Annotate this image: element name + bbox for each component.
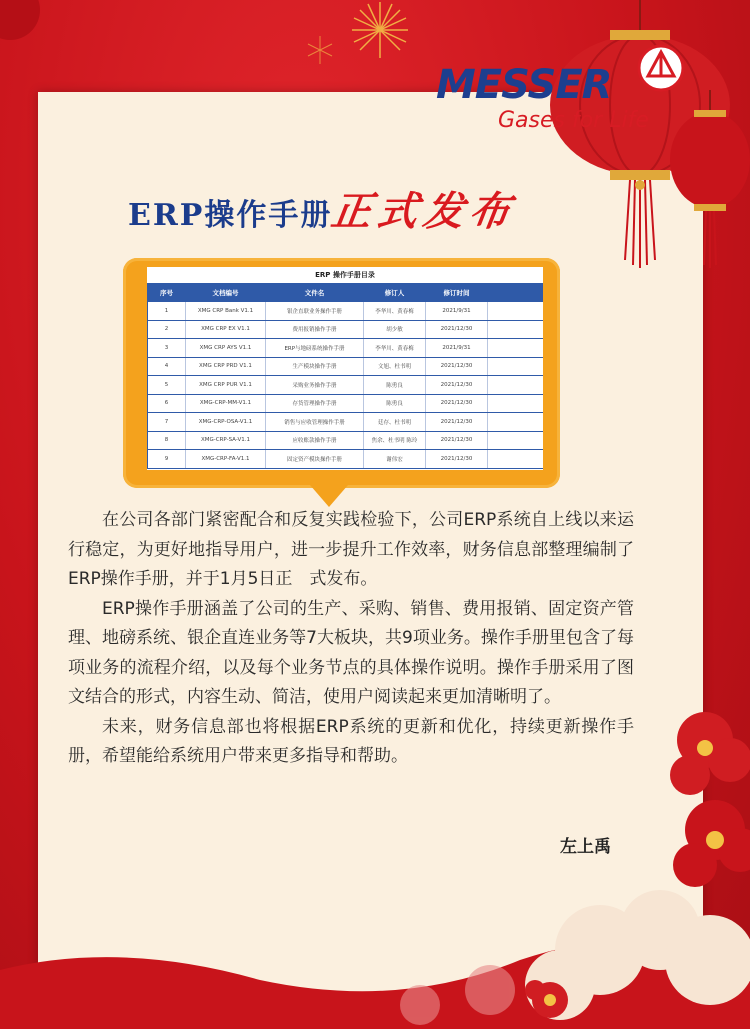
- table-cell: 廷存、杜书明: [364, 413, 426, 432]
- table-cell: [488, 431, 544, 450]
- messer-emblem-icon: [636, 40, 686, 100]
- table-row: [148, 376, 544, 395]
- catalog-table: [147, 267, 543, 470]
- col-header: 文件名: [266, 284, 364, 302]
- col-header: 文档编号: [186, 284, 266, 302]
- table-cell: 6: [148, 394, 186, 413]
- brand-tagline: Gases for Life: [498, 108, 649, 133]
- corner-decoration: [0, 0, 60, 60]
- table-cell: 销售与应收管理操作手册: [266, 413, 364, 432]
- table-row: [148, 394, 544, 413]
- table-row: [148, 450, 544, 469]
- table-cell: 2021/12/30: [426, 376, 488, 395]
- table-cell: 2021/9/31: [426, 302, 488, 321]
- table-cell: 2021/12/30: [426, 431, 488, 450]
- table-row: [148, 413, 544, 432]
- paragraph: ERP操作手册涵盖了公司的生产、采购、销售、费用报销、固定资产管理、地磅系统、银企直连业务等7大板块，共9项业务。操作手册里包含了每项业务的流程介绍，以及每个业务节点的具体操作说明。操作手册采用了图文结合的形式，内容生动、简洁，使用户阅读起来更加清晰明了。: [68, 598, 634, 707]
- table-cell: 4: [148, 357, 186, 376]
- table-cell: [488, 339, 544, 358]
- paragraph: 未来，财务信息部也将根据ERP系统的更新和优化，持续更新操作手册，希望能给系统用户带来更多指导和帮助。: [68, 716, 634, 766]
- table-cell: 银企直联业务操作手册: [266, 302, 364, 321]
- table-cell: XMG-CRP-OSA-V1.1: [186, 413, 266, 432]
- table-cell: 2021/12/30: [426, 413, 488, 432]
- flower-decoration-icon: [660, 700, 750, 900]
- table-cell: 3: [148, 339, 186, 358]
- table-cell: [488, 302, 544, 321]
- table-cell: 陈勇良: [364, 394, 426, 413]
- table-cell: 费用报销操作手册: [266, 320, 364, 339]
- table-cell: [488, 320, 544, 339]
- table-cell: [488, 357, 544, 376]
- table-cell: XMG-CRP-SA-V1.1: [186, 431, 266, 450]
- table-row: [148, 339, 544, 358]
- article-body: [68, 506, 634, 772]
- table-cell: 7: [148, 413, 186, 432]
- table-cell: 2: [148, 320, 186, 339]
- table-cell: 文旭、杜书明: [364, 357, 426, 376]
- table-cell: [488, 413, 544, 432]
- table-cell: 2021/12/30: [426, 450, 488, 469]
- frame-notch: [310, 485, 348, 507]
- table-cell: 陈勇良: [364, 376, 426, 395]
- table-cell: XMG CRP EX V1.1: [186, 320, 266, 339]
- table-cell: XMG CRP Bank V1.1: [186, 302, 266, 321]
- table-cell: 胡少敏: [364, 320, 426, 339]
- table-cell: [488, 450, 544, 469]
- table-cell: 李华川、黄春梅: [364, 339, 426, 358]
- table-cell: XMG CRP PRD V1.1: [186, 357, 266, 376]
- table-row: [148, 357, 544, 376]
- col-header: [488, 284, 544, 302]
- table-cell: [488, 394, 544, 413]
- table-cell: 李华川、黄春梅: [364, 302, 426, 321]
- catalog-title: ERP 操作手册目录: [315, 271, 375, 279]
- table-cell: 1: [148, 302, 186, 321]
- table-cell: 采购业务操作手册: [266, 376, 364, 395]
- table-cell: 2021/12/30: [426, 320, 488, 339]
- table-cell: 固定资产模块操作手册: [266, 450, 364, 469]
- author-name: 左上禹: [560, 837, 611, 857]
- title-main: ERP操作手册: [128, 198, 333, 233]
- table-cell: 应收账款操作手册: [266, 431, 364, 450]
- brand-name: MESSER: [436, 62, 612, 108]
- catalog-grid: [147, 283, 543, 469]
- table-cell: 9: [148, 450, 186, 469]
- table-cell: XMG-CRP-FA-V1.1: [186, 450, 266, 469]
- table-cell: 2021/12/30: [426, 357, 488, 376]
- col-header: 修订人: [364, 284, 426, 302]
- table-cell: XMG CRP AYS V1.1: [186, 339, 266, 358]
- col-header: 序号: [148, 284, 186, 302]
- page-title: [128, 180, 520, 235]
- table-cell: 8: [148, 431, 186, 450]
- table-header-row: [148, 284, 544, 302]
- cloud-decoration: [0, 880, 750, 1029]
- table-row: [148, 431, 544, 450]
- table-cell: XMG CRP PUR V1.1: [186, 376, 266, 395]
- title-accent: 正式发布: [328, 188, 520, 235]
- table-cell: 焦余、杜书明 陈玲: [364, 431, 426, 450]
- table-cell: 2021/9/31: [426, 339, 488, 358]
- messer-logo: [436, 40, 696, 140]
- table-cell: 生产模块操作手册: [266, 357, 364, 376]
- table-cell: XMG-CRP-MM-V1.1: [186, 394, 266, 413]
- table-cell: 谢伟宏: [364, 450, 426, 469]
- table-cell: 存货管理操作手册: [266, 394, 364, 413]
- table-row: [148, 302, 544, 321]
- col-header: 修订时间: [426, 284, 488, 302]
- table-cell: 5: [148, 376, 186, 395]
- paragraph: 在公司各部门紧密配合和反复实践检验下，公司ERP系统自上线以来运行稳定，为更好地指导用户，进一步提升工作效率，财务信息部整理编制了ERP操作手册，并于1月5日正 式发布。: [68, 510, 634, 589]
- table-cell: ERP与地磅系统操作手册: [266, 339, 364, 358]
- table-row: [148, 320, 544, 339]
- table-cell: 2021/12/30: [426, 394, 488, 413]
- table-cell: [488, 376, 544, 395]
